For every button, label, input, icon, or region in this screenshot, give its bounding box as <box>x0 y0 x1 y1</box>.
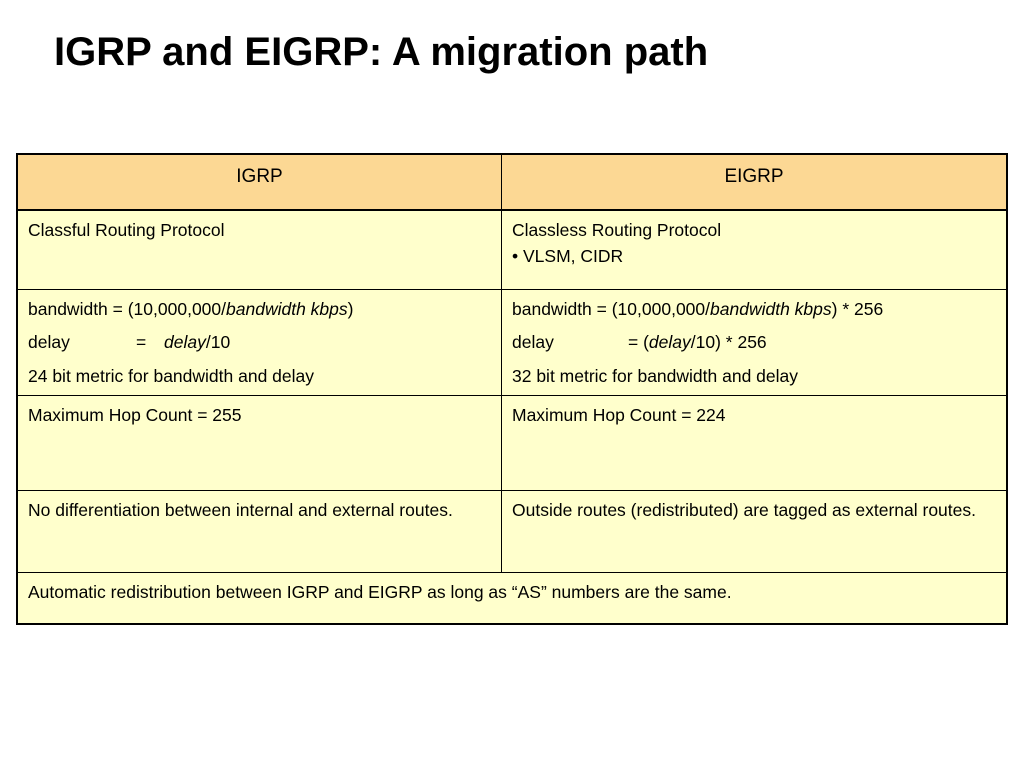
table-row <box>17 395 1007 490</box>
eigrp-vlsm-cidr-bullet: • VLSM, CIDR <box>512 246 624 267</box>
eigrp-bandwidth-variable: bandwidth kbps <box>710 299 832 319</box>
table-row <box>17 572 1007 624</box>
slide-title: IGRP and EIGRP: A migration path <box>54 30 709 74</box>
eigrp-external-routes-cell <box>502 490 1008 572</box>
eigrp-hop-count-cell <box>502 395 1008 490</box>
igrp-routing-protocol-text: Classful Routing Protocol <box>28 220 225 240</box>
eigrp-delay-suffix: /10) * 256 <box>690 332 767 353</box>
header-igrp: IGRP <box>17 154 502 210</box>
igrp-bandwidth-suffix: ) <box>347 299 354 319</box>
igrp-external-routes-cell <box>17 490 502 572</box>
igrp-metric-cell <box>17 290 502 396</box>
igrp-bandwidth-variable: bandwidth kbps <box>226 299 348 319</box>
igrp-metric-size: 24 bit metric for bandwidth and delay <box>28 365 314 386</box>
eigrp-delay-label: delay <box>512 332 554 353</box>
eigrp-delay-formula <box>512 329 996 355</box>
eigrp-routing-protocol-cell <box>502 210 1008 290</box>
eigrp-delay-equals: = ( <box>628 332 649 353</box>
igrp-external-routes-text: No differentiation between internal and external routes. <box>28 499 453 520</box>
redistribution-note-text: Automatic redistribution between IGRP and EIGRP as long as “AS” numbers are the same. <box>28 581 732 602</box>
igrp-delay-formula <box>28 329 491 355</box>
igrp-delay-variable: delay <box>164 332 206 353</box>
igrp-hop-count-cell <box>17 395 502 490</box>
table-row <box>17 210 1007 290</box>
eigrp-delay-variable: delay <box>648 332 691 353</box>
eigrp-metric-size: 32 bit metric for bandwidth and delay <box>512 365 798 386</box>
eigrp-bandwidth-prefix: bandwidth = (10,000,000/ <box>512 299 711 319</box>
igrp-routing-protocol-cell <box>17 210 502 290</box>
table-header-row <box>17 154 1007 210</box>
igrp-hop-count-text: Maximum Hop Count = 255 <box>28 404 242 425</box>
comparison-table <box>16 153 1008 625</box>
eigrp-bandwidth-formula <box>512 296 996 322</box>
igrp-delay-label: delay <box>28 332 70 353</box>
igrp-bandwidth-formula <box>28 296 491 322</box>
eigrp-external-routes-text: Outside routes (redistributed) are tagged as external routes. <box>512 499 976 520</box>
header-eigrp: EIGRP <box>502 154 1008 210</box>
eigrp-bandwidth-suffix: ) * 256 <box>831 299 884 319</box>
igrp-bandwidth-prefix: bandwidth = (10,000,000/ <box>28 299 227 319</box>
eigrp-routing-protocol-text: Classless Routing Protocol <box>512 220 722 240</box>
eigrp-metric-cell <box>502 290 1008 396</box>
redistribution-note-cell <box>17 572 1007 624</box>
table-row <box>17 290 1007 396</box>
igrp-delay-suffix: /10 <box>205 332 231 353</box>
table-row <box>17 490 1007 572</box>
igrp-delay-equals: = <box>136 332 147 353</box>
eigrp-hop-count-text: Maximum Hop Count = 224 <box>512 404 726 425</box>
